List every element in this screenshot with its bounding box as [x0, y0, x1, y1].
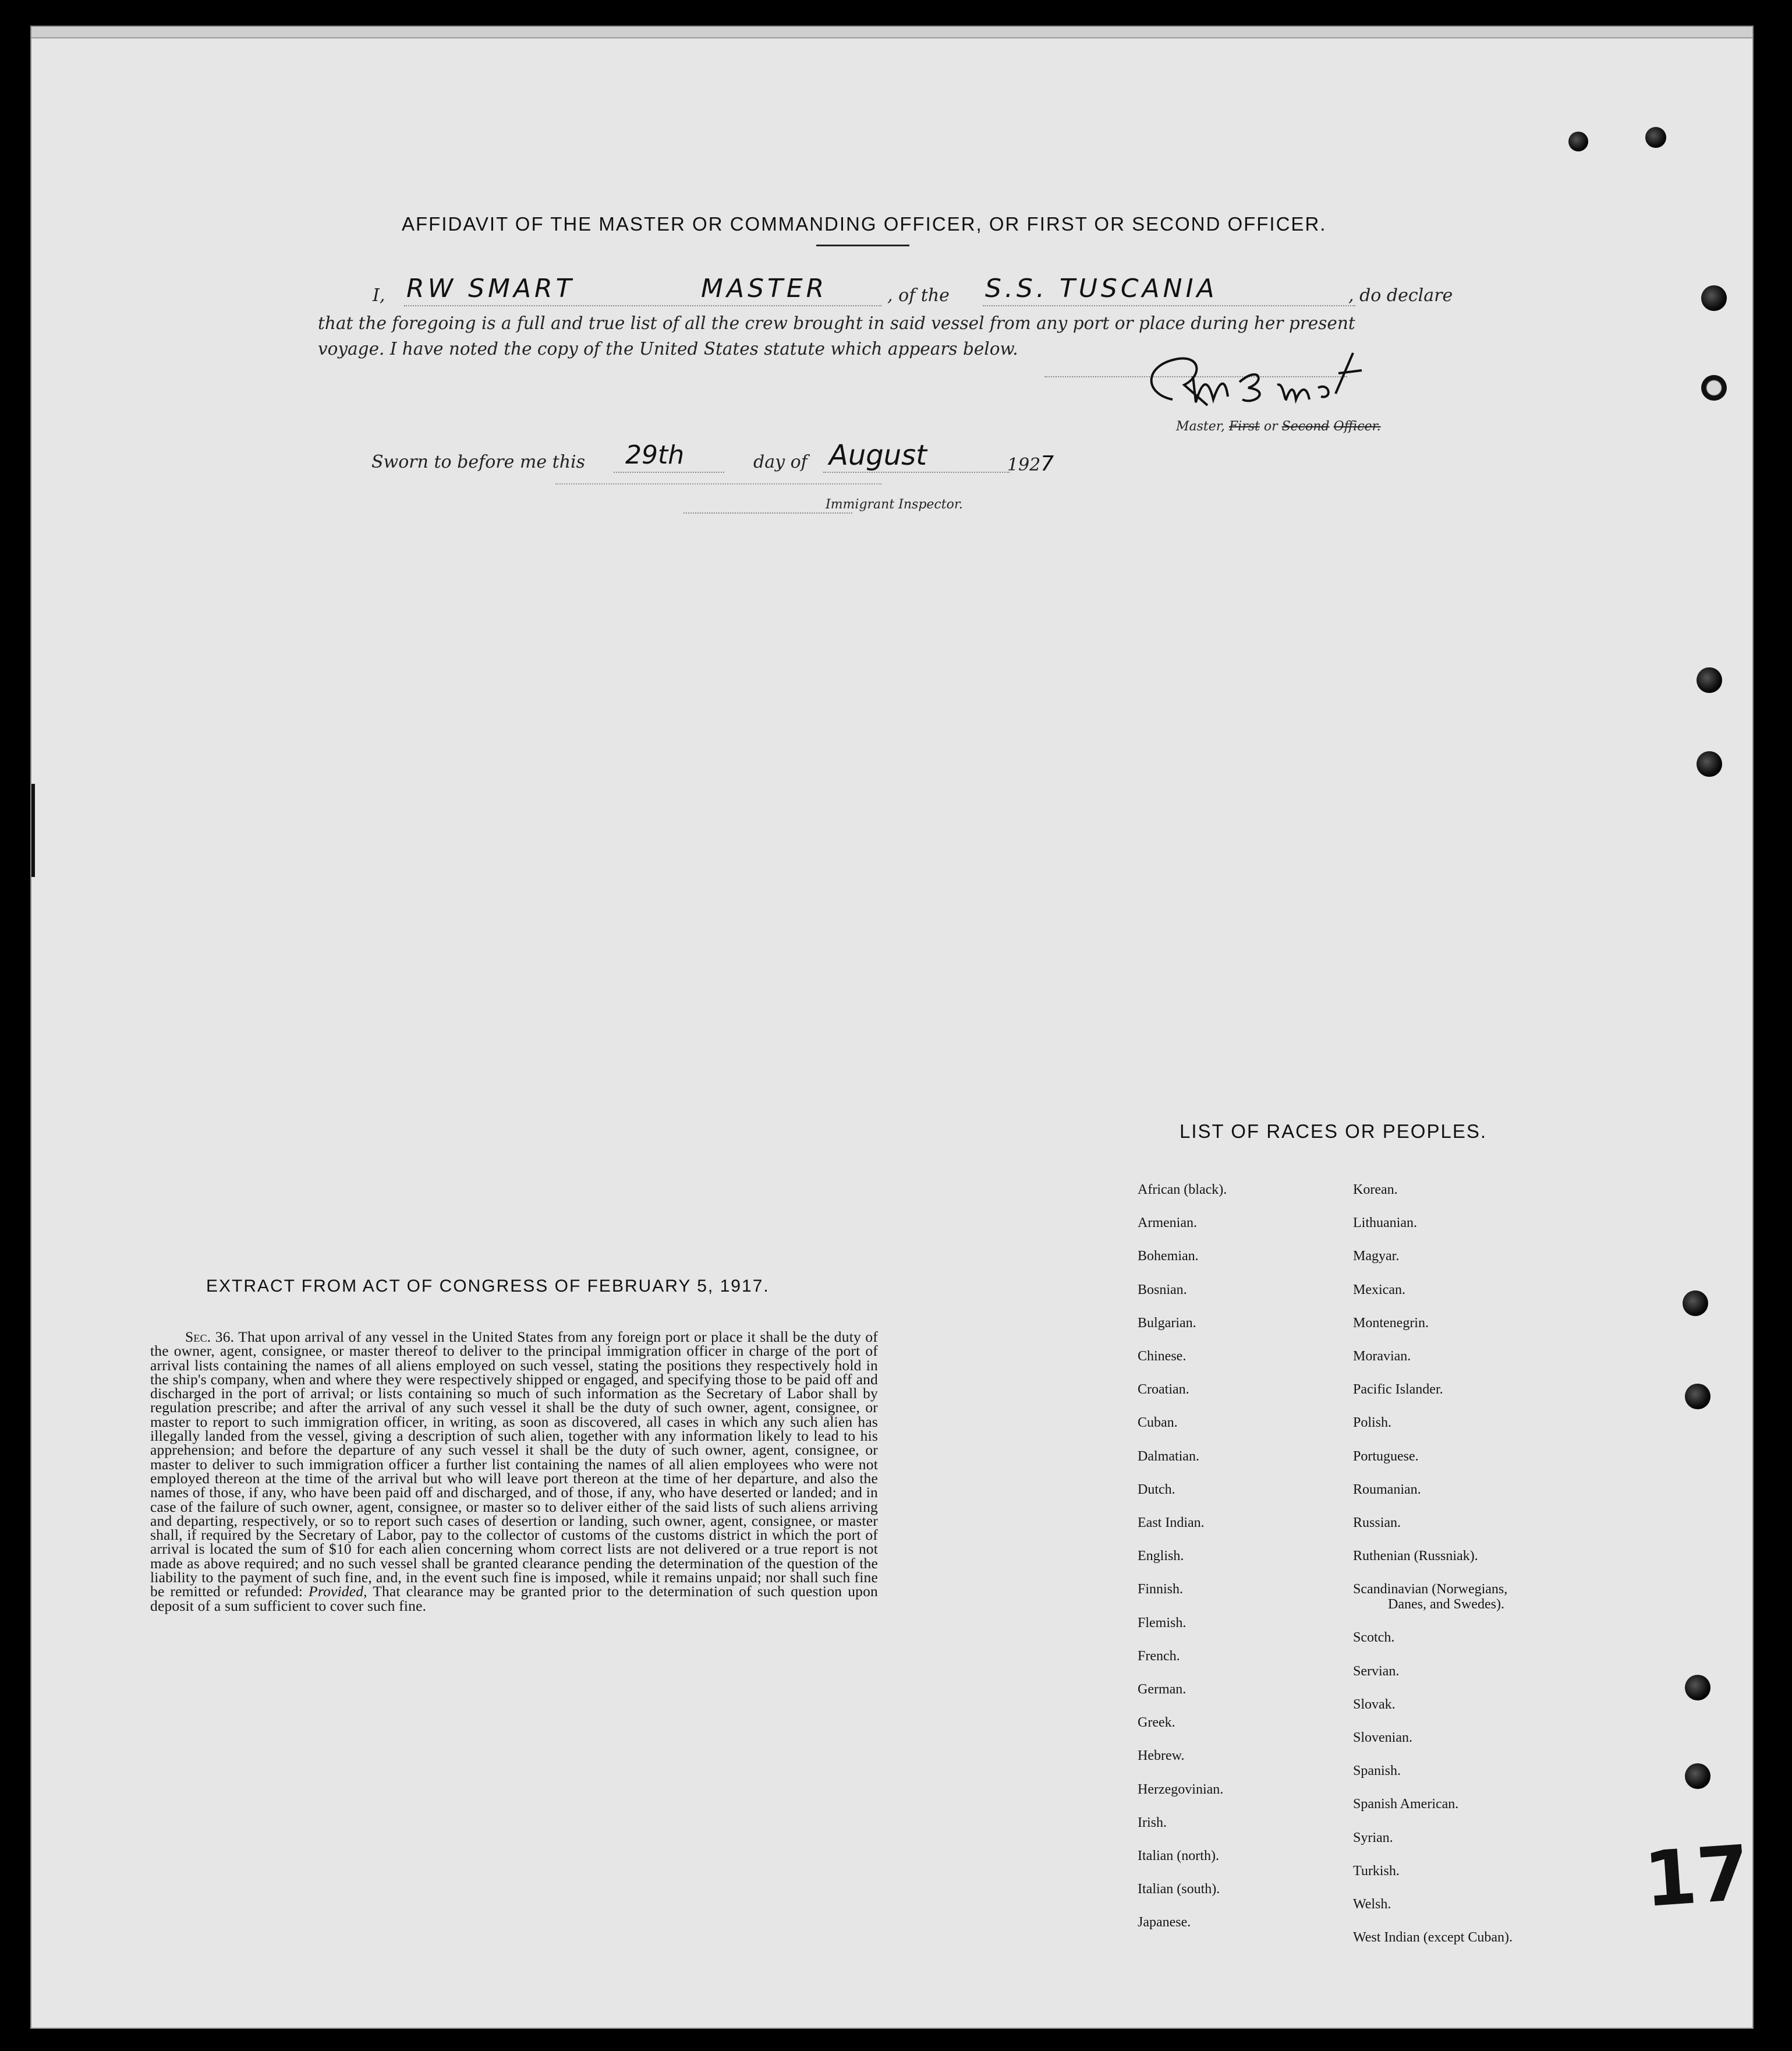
- affidavit-body-line3: voyage. I have noted the copy of the United States statute which appears below.: [318, 339, 1018, 359]
- signature-scribble: [1138, 341, 1370, 423]
- caption-master: Master,: [1176, 419, 1225, 434]
- race-item: Dalmatian.: [1138, 1448, 1199, 1464]
- master-rank: MASTER: [701, 274, 828, 303]
- punch-hole-icon: [1685, 1675, 1710, 1700]
- race-item: French.: [1138, 1648, 1180, 1664]
- punch-hole-icon: [1697, 751, 1722, 777]
- race-item: Croatian.: [1138, 1382, 1189, 1398]
- master-signature: [1138, 341, 1370, 423]
- extract-part2: That clearance may be granted prior to the determination of such question upon deposit of a sum sufficient to cover such fine.: [150, 1583, 878, 1614]
- race-item: Bosnian.: [1138, 1282, 1187, 1297]
- race-item: Irish.: [1138, 1815, 1167, 1830]
- punch-hole-icon: [1568, 132, 1588, 151]
- race-item: Pacific Islander.: [1353, 1382, 1443, 1398]
- caption-first: First: [1228, 419, 1260, 434]
- extract-title: EXTRACT FROM ACT OF CONGRESS OF FEBRUARY 5, 1917.: [206, 1276, 770, 1296]
- affidavit-title: AFFIDAVIT OF THE MASTER OR COMMANDING OFFICER, OR FIRST OR SECOND OFFICER.: [402, 213, 1327, 235]
- race-item: Armenian.: [1138, 1215, 1197, 1231]
- i-label: I,: [373, 285, 385, 306]
- race-item: Slovak.: [1353, 1696, 1396, 1712]
- punch-hole-icon: [1697, 667, 1722, 693]
- punch-hole-icon: [1645, 127, 1666, 148]
- race-item: Montenegrin.: [1353, 1315, 1429, 1331]
- sworn-label: Sworn to before me this: [371, 452, 586, 472]
- race-item: West Indian (except Cuban).: [1353, 1930, 1513, 1946]
- race-item: Roumanian.: [1353, 1481, 1421, 1497]
- provided-label: Provided,: [309, 1583, 367, 1600]
- punch-hole-icon: [1701, 285, 1727, 311]
- race-item: Magyar.: [1353, 1249, 1400, 1264]
- do-declare-label: , do declare: [1348, 285, 1453, 306]
- page-number: 17: [1641, 1828, 1753, 1925]
- punch-hole-icon: [1685, 1763, 1710, 1789]
- punch-hole-icon: [1685, 1384, 1710, 1409]
- race-item: Italian (north).: [1138, 1848, 1219, 1863]
- inspector-label: Immigrant Inspector.: [826, 497, 963, 512]
- race-item: Hebrew.: [1138, 1748, 1185, 1764]
- caption-or: or: [1263, 419, 1278, 434]
- race-item: African (black).: [1138, 1182, 1227, 1197]
- race-item: Servian.: [1353, 1663, 1400, 1679]
- race-item: Cuban.: [1138, 1415, 1178, 1431]
- race-item: English.: [1138, 1548, 1184, 1564]
- sworn-day: 29th: [625, 440, 685, 470]
- race-item: Mexican.: [1353, 1282, 1405, 1297]
- caption-officer: Officer.: [1333, 419, 1381, 434]
- race-item: German.: [1138, 1682, 1187, 1697]
- extract-part1: That upon arrival of any vessel in the United States from any foreign port or place it shall be the duty of the owner, agent, consignee, or master thereof to deliver to the principal immigration officer in charge of the port of arrival lists containing the names of all aliens employed on such vessel, stating the positions they respectively hold in the ship's company, when and where they were respectively shipped or engaged, and specifying those to be paid off and discharged in the port of arrival; or lists containing so much of such information as the Secretary of Labor shall by regulation prescribe; and after the arrival of any such vessel it shall be the duty of such owner, agent, consignee, or master to report to such immigration officer, in writing, as soon as discovered, all cases in which any such alien has illegally landed from the vessel, giving a description of such alien, together with any information likely to lead to his apprehension; and before the departure of any such vessel it shall be the duty of such owner, agent, consignee, or master to deliver to such immigration officer a further list containing the names of all alien employees who were not employed thereon at the time of the arrival but who will leave port thereon at the time of her departure, and also the names of those, if any, who have been paid off and discharged, and of those, if any, who have deserted or landed; and in case of the failure of such owner, agent, consignee, or master so to deliver either of the said lists of such aliens arriving and departing, respectively, or so to report such cases of desertion or landing, such owner, agent, consignee, or master shall, if required by the Secretary of Labor, pay to the collector of customs of the customs district in which the port of arrival is located the sum of $10 for each alien concerning whom correct lists are not delivered or a true report is not made as above required; and no such vessel shall be granted clearance pending the determination of the question of the liability to the payment of such fine, and, in the event such fine is imposed, while it remains unpaid; nor shall such fine be remitted or refunded:: [150, 1328, 878, 1600]
- vessel-name: S.S. TUSCANIA: [985, 274, 1218, 303]
- race-item: Danes, and Swedes).: [1388, 1597, 1504, 1612]
- race-item: Dutch.: [1138, 1481, 1175, 1497]
- race-item: Russian.: [1353, 1515, 1401, 1530]
- title-underline: [816, 245, 909, 246]
- left-edge-mark: [31, 784, 35, 877]
- punch-hole-icon: [1701, 375, 1727, 401]
- day-of-label: day of: [753, 452, 808, 472]
- race-item: Finnish.: [1138, 1582, 1184, 1597]
- race-item: Slovenian.: [1353, 1730, 1412, 1745]
- race-item: Syrian.: [1353, 1830, 1393, 1845]
- race-item: Portuguese.: [1353, 1448, 1419, 1464]
- race-item: Greek.: [1138, 1715, 1175, 1731]
- race-item: Ruthenian (Russniak).: [1353, 1548, 1478, 1564]
- of-the-label: , of the: [887, 285, 950, 306]
- race-item: Italian (south).: [1138, 1882, 1220, 1897]
- master-name: RW SMART: [406, 274, 575, 303]
- race-item: Polish.: [1353, 1415, 1392, 1431]
- sworn-year-suffix: 7: [1040, 452, 1054, 476]
- punch-hole-icon: [1683, 1290, 1708, 1316]
- race-item: Moravian.: [1353, 1349, 1411, 1364]
- document-page: [30, 26, 1754, 2029]
- race-item: Bohemian.: [1138, 1249, 1199, 1264]
- sec-label: Sec. 36.: [185, 1328, 235, 1345]
- race-item: Spanish American.: [1353, 1797, 1459, 1812]
- sworn-month: August: [829, 439, 927, 472]
- race-item: Chinese.: [1138, 1349, 1187, 1364]
- race-item: Flemish.: [1138, 1615, 1187, 1631]
- race-item: Korean.: [1353, 1182, 1398, 1197]
- race-item: Welsh.: [1353, 1896, 1391, 1912]
- races-title: LIST OF RACES OR PEOPLES.: [1180, 1120, 1488, 1142]
- race-item: East Indian.: [1138, 1515, 1205, 1530]
- race-item: Herzegovinian.: [1138, 1781, 1224, 1797]
- race-item: Bulgarian.: [1138, 1315, 1196, 1331]
- race-item: Scotch.: [1353, 1630, 1395, 1646]
- sworn-year-prefix: 192: [1007, 455, 1041, 475]
- signature-caption: [1176, 419, 1381, 434]
- caption-second: Second: [1281, 419, 1330, 434]
- race-item: Japanese.: [1138, 1915, 1191, 1930]
- race-item: Lithuanian.: [1353, 1215, 1417, 1231]
- sworn-year: [1007, 452, 1054, 476]
- extract-text: [150, 1330, 878, 1613]
- race-item: Scandinavian (Norwegians,: [1353, 1582, 1508, 1597]
- race-item: Turkish.: [1353, 1863, 1400, 1879]
- affidavit-body-line2: that the foregoing is a full and true list of all the crew brought in said vessel from any port or place during her present: [318, 313, 1355, 333]
- race-item: Spanish.: [1353, 1763, 1401, 1779]
